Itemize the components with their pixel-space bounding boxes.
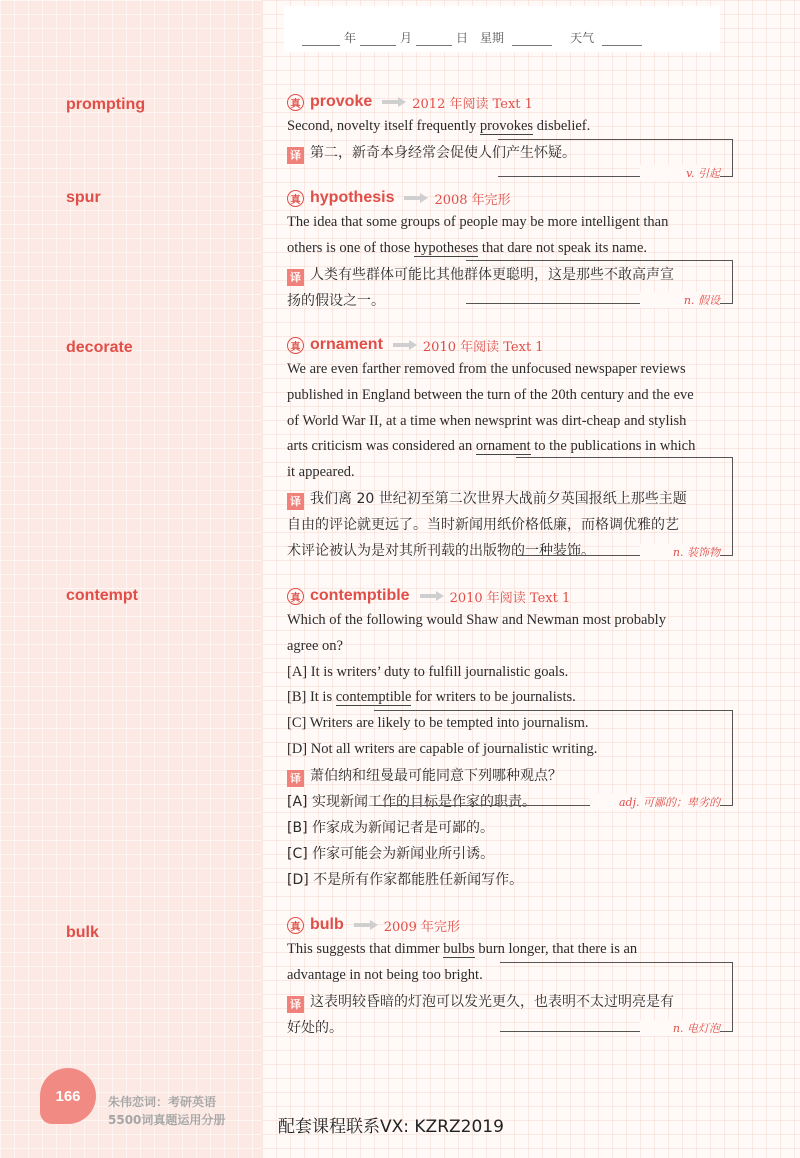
- yi-icon: 译: [287, 770, 304, 787]
- weekday-label: 星期: [480, 31, 505, 45]
- underlined-word: provokes: [479, 118, 534, 134]
- yi-icon: 译: [287, 147, 304, 164]
- gloss-bracket: [516, 457, 733, 556]
- year-blank: [302, 33, 340, 46]
- arrow-icon: [404, 193, 428, 203]
- zhen-icon: 真: [287, 337, 304, 354]
- gloss-label: n. 电灯泡: [640, 1020, 720, 1036]
- entry-header: [287, 186, 727, 210]
- day-label: 日: [456, 31, 469, 45]
- arrow-icon: [420, 591, 444, 601]
- english-sentence: We are even farther removed from the unfocused newspaper reviews published in England between the turn of the 20th century and the eve of World War II, at a time when newsprint was dirt-cheap and stylish arts criticism was considered an ornament to the publications in which it appeared.: [287, 361, 696, 481]
- month-label: 月: [400, 31, 413, 45]
- day-blank: [416, 33, 452, 46]
- month-blank: [360, 33, 396, 46]
- entry-header: [287, 584, 727, 608]
- source-label: 2010 年阅读 Text 1: [422, 339, 544, 355]
- headword: hypothesis: [310, 189, 395, 206]
- zhen-icon: 真: [287, 94, 304, 111]
- chinese-translation: 译 这表明较昏暗的灯泡可以发光更久，也表明不太过明亮是有 好处的。: [287, 993, 674, 1036]
- yi-icon: 译: [287, 269, 304, 286]
- weekday-blank: [512, 33, 552, 46]
- weather-label: 天气: [570, 31, 595, 45]
- english-sentence: The idea that some groups of people may be more intelligent than others is one of those hypotheses that dare not speak its name.: [287, 214, 669, 256]
- arrow-icon: [393, 340, 417, 350]
- zhen-icon: 真: [287, 917, 304, 934]
- keyword-spur: spur: [66, 189, 101, 206]
- gloss-label: v. 引起: [640, 165, 720, 181]
- source-label: 2012 年阅读 Text 1: [412, 96, 533, 112]
- gloss-label: n. 装饰物: [640, 544, 720, 560]
- gloss-label: adj. 可鄙的；卑劣的: [590, 794, 720, 810]
- entry-header: [287, 333, 727, 357]
- underlined-word: ornament: [475, 438, 531, 455]
- footer-contact: 配套课程联系VX: KZRZ2019: [278, 1117, 504, 1137]
- chinese-translation: 译 萧伯纳和纽曼最可能同意下列哪种观点？ [A] 实现新闻工作的目标是作家的职责。 [B] 作家成为新闻记者是可鄙的。 [C] 作家可能会为新闻业所引诱。 [D] 不是所有作家都能胜任新闻写作。: [287, 767, 562, 888]
- source-label: 2008 年完形: [434, 192, 511, 208]
- chinese-translation: 译 我们离 20 世纪初至第二次世界大战前夕英国报纸上那些主题 自由的评论就更远了。当时新闻用纸价格低廉，而格调优雅的艺 术评论被认为是对其所刊载的出版物的一种装饰。: [287, 490, 687, 559]
- left-margin-column: [0, 0, 262, 1158]
- underlined-word: contemptible: [335, 689, 412, 706]
- entry-header: [287, 90, 727, 114]
- gloss-label: n. 假设: [640, 292, 720, 308]
- keyword-prompting: prompting: [66, 96, 146, 113]
- keyword-decorate: decorate: [66, 339, 133, 356]
- english-sentence: Which of the following would Shaw and Newman most probably agree on? [A] It is writers’ duty to fulfill journalistic goals. [B] It is contemptible for writers to be journalists. [C] Writers are likely to be tempted into journalism. [D] Not all writers are capable of journalistic writing.: [287, 612, 666, 757]
- date-bar: [284, 6, 720, 52]
- gloss-bracket: [374, 710, 733, 806]
- arrow-icon: [382, 97, 406, 107]
- zhen-icon: 真: [287, 588, 304, 605]
- keyword-contempt: contempt: [66, 587, 138, 604]
- arrow-icon: [354, 920, 378, 930]
- entry-header: [287, 913, 727, 937]
- underlined-word: bulbs: [443, 941, 475, 957]
- weather-blank: [602, 33, 642, 46]
- source-label: 2010 年阅读 Text 1: [449, 590, 571, 606]
- chinese-translation: 译 人类有些群体可能比其他群体更聪明，这是那些不敢高声宣 扬的假设之一。: [287, 266, 674, 309]
- yi-icon: 译: [287, 493, 304, 510]
- english-sentence: Second, novelty itself frequently provokes disbelief.: [287, 118, 591, 134]
- headword: contemptible: [310, 587, 410, 604]
- keyword-bulk: bulk: [66, 924, 99, 941]
- zhen-icon: 真: [287, 190, 304, 207]
- headword: provoke: [310, 93, 373, 110]
- source-label: 2009 年完形: [383, 919, 460, 935]
- underlined-word: hypotheses: [413, 239, 479, 256]
- headword: bulb: [310, 916, 344, 933]
- chinese-translation: 译 第二，新奇本身经常会促使人们产生怀疑。: [287, 140, 727, 166]
- english-sentence: This suggests that dimmer bulbs burn longer, that there is an advantage in not being too bright.: [287, 941, 638, 983]
- yi-icon: 译: [287, 996, 304, 1013]
- page-number-badge: 166: [40, 1068, 96, 1124]
- headword: ornament: [310, 336, 383, 353]
- book-title: 朱伟恋词：考研英语 5500词真题运用分册: [108, 1095, 226, 1127]
- year-label: 年: [344, 31, 357, 45]
